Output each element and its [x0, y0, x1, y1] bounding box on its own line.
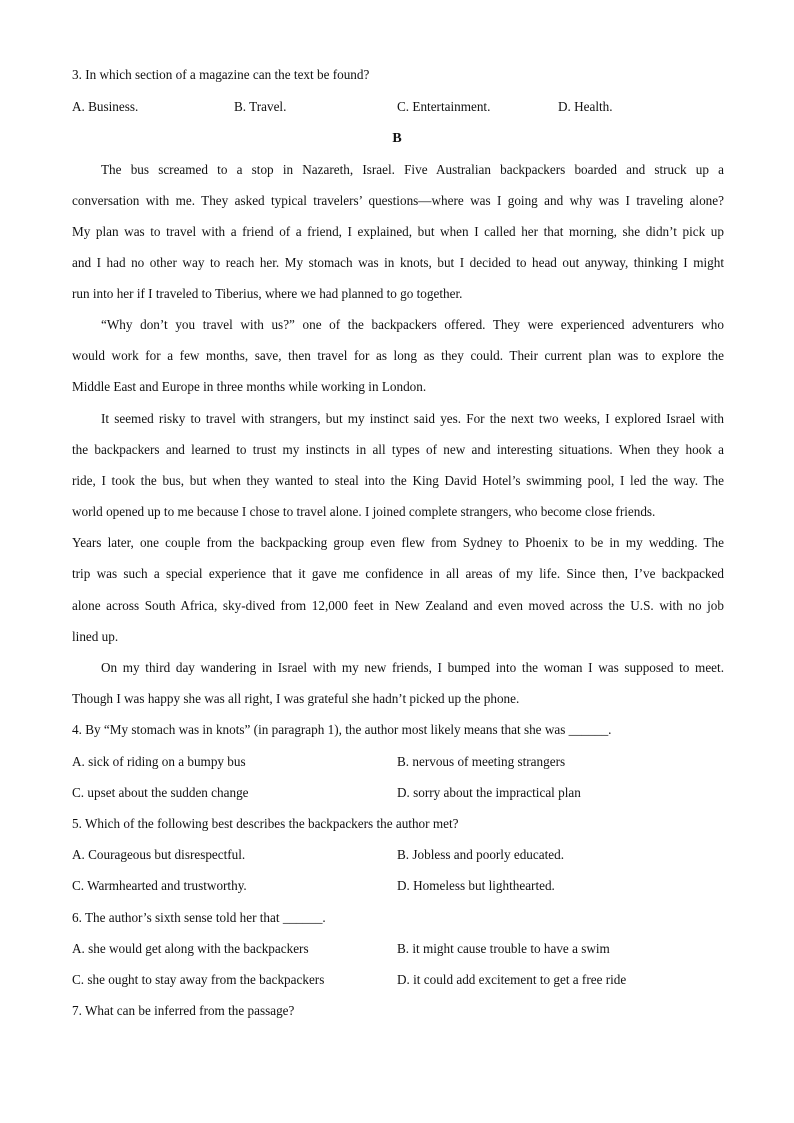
- passage-line: and I had no other way to reach her. My stomach was in knots, but I decided to head out anyway, thinking I might: [72, 255, 724, 270]
- q3-question: 3. In which section of a magazine can the text be found?: [72, 67, 370, 82]
- passage-line: My plan was to travel with a friend of a friend, I explained, but when I called her that morning, she didn’t pick up: [72, 224, 724, 239]
- passage-line: world opened up to me because I chose to travel alone. I joined complete strangers, who become close friends.: [72, 504, 656, 519]
- q4-question: 4. By “My stomach was in knots” (in paragraph 1), the author most likely means that she was ______.: [72, 722, 612, 737]
- q5-option-a: A. Courageous but disrespectful.: [72, 847, 246, 862]
- passage-line: would work for a few months, save, then travel for as long as they could. Their current plan was to explore the: [72, 348, 724, 363]
- section-title: B: [392, 131, 402, 146]
- passage-line: On my third day wandering in Israel with my new friends, I bumped into the woman I was supposed to meet.: [101, 660, 724, 675]
- passage-line: Though I was happy she was all right, I was grateful she hadn’t picked up the phone.: [72, 691, 520, 706]
- passage-line: conversation with me. They asked typical travelers’ questions—where was I going and why was I traveling alone?: [72, 193, 724, 208]
- q3-option-b: B. Travel.: [234, 99, 287, 114]
- passage-line: Middle East and Europe in three months while working in London.: [72, 379, 427, 394]
- q3-option-d: D. Health.: [558, 99, 613, 114]
- q6-question: 6. The author’s sixth sense told her that ______.: [72, 910, 326, 925]
- q5-option-c: C. Warmhearted and trustworthy.: [72, 878, 247, 893]
- q5-option-d: D. Homeless but lighthearted.: [397, 878, 555, 893]
- passage-line: Years later, one couple from the backpacking group even flew from Sydney to Phoenix to be in my wedding. The: [72, 535, 724, 550]
- q7-question: 7. What can be inferred from the passage?: [72, 1003, 295, 1018]
- q6-option-a: A. she would get along with the backpackers: [72, 941, 309, 956]
- passage-line: The bus screamed to a stop in Nazareth, Israel. Five Australian backpackers boarded and struck up a: [101, 162, 724, 177]
- q4-option-d: D. sorry about the impractical plan: [397, 785, 581, 800]
- passage-line: It seemed risky to travel with strangers, but my instinct said yes. For the next two weeks, I explored Israel with: [101, 411, 724, 426]
- q5-question: 5. Which of the following best describes the backpackers the author met?: [72, 816, 459, 831]
- q6-option-b: B. it might cause trouble to have a swim: [397, 941, 610, 956]
- q5-option-b: B. Jobless and poorly educated.: [397, 847, 565, 862]
- q4-option-b: B. nervous of meeting strangers: [397, 754, 566, 769]
- passage-line: the backpackers and learned to trust my instincts in all types of new and interesting situations. When they hook a: [72, 442, 724, 457]
- q6-option-d: D. it could add excitement to get a free ride: [397, 972, 627, 987]
- passage-line: run into her if I traveled to Tiberius, where we had planned to go together.: [72, 286, 463, 301]
- q4-option-a: A. sick of riding on a bumpy bus: [72, 754, 246, 769]
- q4-option-c: C. upset about the sudden change: [72, 785, 249, 800]
- q6-option-c: C. she ought to stay away from the backpackers: [72, 972, 325, 987]
- passage-line: lined up.: [72, 629, 119, 644]
- passage-line: trip was such a special experience that it gave me confidence in all areas of my life. Since then, I’ve backpacked: [72, 566, 724, 581]
- passage-line: ride, I took the bus, but when they wanted to steal into the King David Hotel’s swimming pool, I led the way. The: [72, 473, 724, 488]
- passage-line: “Why don’t you travel with us?” one of the backpackers offered. They were experienced adventurers who: [101, 317, 724, 332]
- q3-option-a: A. Business.: [72, 99, 139, 114]
- passage-line: alone across South Africa, sky-dived from 12,000 feet in New Zealand and even moved across the U.S. with no job: [72, 598, 724, 613]
- q3-option-c: C. Entertainment.: [397, 99, 491, 114]
